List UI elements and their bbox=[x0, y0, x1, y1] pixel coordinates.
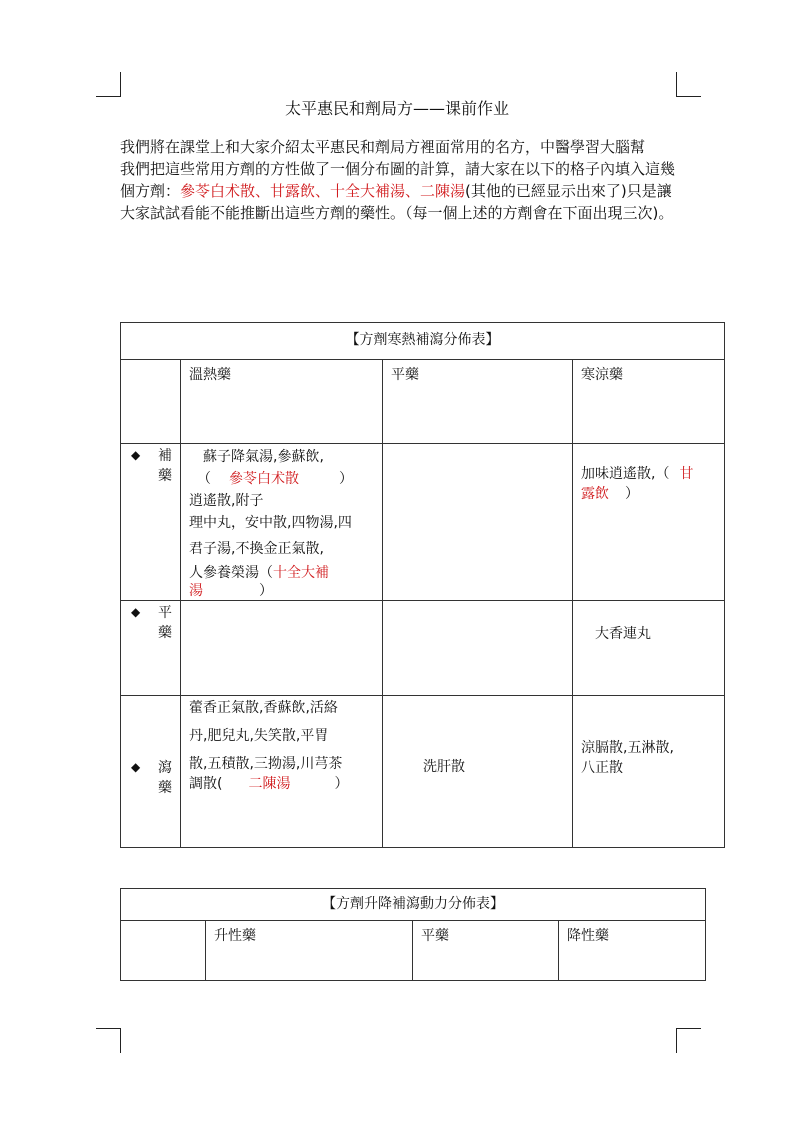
formula-text: 大香連丸 bbox=[595, 626, 651, 642]
answer-line: 調散( 二陳湯 ） bbox=[189, 776, 349, 792]
crop-mark-top-right bbox=[676, 72, 701, 97]
crop-mark-top-left bbox=[96, 72, 121, 97]
formula-line: 理中丸，安中散,四物湯,四 bbox=[189, 515, 352, 531]
row-label-neutral bbox=[121, 601, 181, 696]
cell-neutral-neutral bbox=[383, 601, 573, 696]
crop-mark-bottom-right bbox=[676, 1028, 701, 1053]
row-label-char-2: 藥 bbox=[158, 780, 172, 796]
formula-line: 藿香正氣散,香蘇飲,活絡 bbox=[189, 700, 338, 716]
answer-line: 湯 ） bbox=[189, 583, 273, 599]
row-label-char-1: 平 bbox=[158, 605, 172, 621]
table1-header-warm: 溫熱藥 bbox=[181, 360, 383, 444]
cell-purge-warm bbox=[181, 696, 383, 848]
formula-line: 丹,肥兒丸,失笑散,平胃 bbox=[189, 728, 329, 744]
cell-purge-cold bbox=[573, 696, 725, 848]
answer-formula: 露飲 bbox=[581, 486, 609, 502]
formula-line: 逍遙散,附子 bbox=[189, 493, 264, 509]
table1-header-neutral: 平藥 bbox=[383, 360, 573, 444]
answer-line: （ 參苓白术散 ） bbox=[197, 471, 353, 487]
table2-header-empty bbox=[121, 921, 206, 981]
answer-line: 加味逍遙散,（ 甘 bbox=[581, 466, 694, 482]
formula-line: 散,五積散,三拗湯,川芎茶 bbox=[189, 756, 343, 772]
cell-tonify-warm bbox=[181, 444, 383, 601]
row-label-purge bbox=[121, 696, 181, 848]
formula-line: 八正散 bbox=[581, 760, 623, 776]
intro-text bbox=[120, 136, 680, 224]
intro-paragraph-1: 我們將在課堂上和大家介紹太平惠民和劑局方裡面常用的名方，中醫學習大腦幫 bbox=[120, 138, 646, 156]
cell-tonify-cold bbox=[573, 444, 725, 601]
row-label-char-2: 藥 bbox=[158, 468, 172, 484]
table2-header-rising: 升性藥 bbox=[206, 921, 413, 981]
formula-line: 涼膈散,五淋散, bbox=[581, 740, 674, 756]
table2-caption: 【方劑升降補瀉動力分佈表】 bbox=[121, 889, 706, 921]
formula-line: 君子湯,不換金正氣散, bbox=[189, 541, 324, 557]
cell-neutral-cold bbox=[573, 601, 725, 696]
row-label-char-2: 藥 bbox=[158, 625, 172, 641]
cold-hot-distribution-table bbox=[120, 322, 725, 848]
answer-formula: 二陳湯 bbox=[248, 776, 291, 792]
answer-formula: 湯 bbox=[189, 583, 203, 599]
answer-line: 露飲 ） bbox=[581, 486, 639, 502]
page-title: 太平惠民和劑局方——课前作业 bbox=[284, 99, 509, 118]
row-label-char-1: 補 bbox=[158, 448, 172, 464]
intro-text-a: 我們把這些常用方劑的方性做了一個分布圖的計算，請大家在以下的格子內填入這幾個方劑： bbox=[120, 160, 676, 200]
cell-purge-neutral bbox=[383, 696, 573, 848]
bullet-diamond: ◆ bbox=[131, 448, 141, 462]
answer-formula: 十全大補 bbox=[273, 565, 329, 581]
answer-line: 人參養榮湯（十全大補 bbox=[189, 565, 329, 581]
bullet-diamond: ◆ bbox=[131, 760, 141, 774]
table2-header-descending: 降性藥 bbox=[559, 921, 706, 981]
crop-mark-bottom-left bbox=[96, 1028, 121, 1053]
rise-fall-distribution-table bbox=[120, 888, 706, 981]
intro-text-b: (其他的已經显示出來了)只是讓大家試試看能不能推斷出這些方劑的藥性。（每一個上述的方劑會在下面出現三次)。 bbox=[120, 182, 674, 222]
table1-header-empty bbox=[121, 360, 181, 444]
answer-formula: 參苓白术散 bbox=[229, 471, 299, 487]
intro-formula-list: 參苓白术散、甘露飲、十全大補湯、二陳湯 bbox=[180, 182, 466, 200]
row-label-char-1: 瀉 bbox=[158, 760, 172, 776]
table1-header-cold: 寒涼藥 bbox=[573, 360, 725, 444]
intro-paragraph-2 bbox=[120, 158, 680, 224]
answer-formula: 甘 bbox=[679, 466, 694, 482]
cell-tonify-neutral bbox=[383, 444, 573, 601]
cell-neutral-warm bbox=[181, 601, 383, 696]
formula-line: 蘇子降氣湯,參蘇飲, bbox=[203, 449, 324, 465]
row-label-tonify bbox=[121, 444, 181, 601]
table1-caption: 【方劑寒熱補瀉分佈表】 bbox=[121, 323, 725, 360]
formula-text: 洗肝散 bbox=[423, 759, 465, 775]
table2-header-neutral: 平藥 bbox=[413, 921, 559, 981]
bullet-diamond: ◆ bbox=[131, 605, 141, 619]
